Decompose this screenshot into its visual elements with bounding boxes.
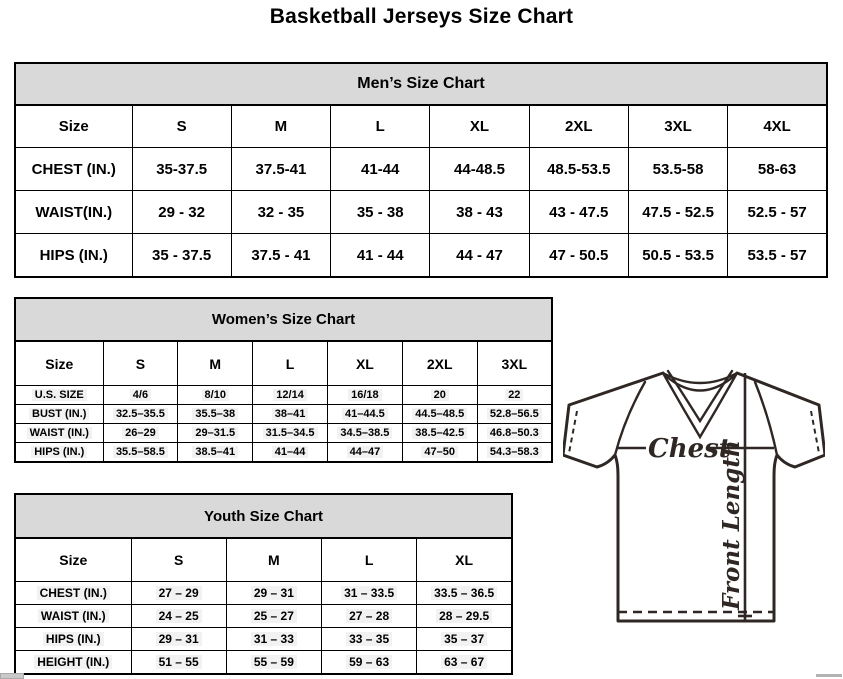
value-cell: 32 - 35	[231, 191, 330, 234]
value-cell: 53.5 - 57	[728, 234, 827, 278]
value-cell: 43 - 47.5	[529, 191, 628, 234]
column-header: 3XL	[628, 105, 727, 148]
value-cell: 35 – 37	[417, 628, 512, 651]
value-cell: 44-48.5	[430, 148, 529, 191]
row-label: U.S. SIZE	[15, 386, 103, 405]
row-label: HEIGHT (IN.)	[15, 651, 131, 675]
value-cell: 54.3–58.3	[477, 443, 552, 463]
table-row	[15, 424, 552, 443]
right-armhole-seam	[755, 382, 777, 455]
table-row	[15, 582, 512, 605]
value-cell: 32.5–35.5	[103, 405, 178, 424]
column-header: Size	[15, 105, 132, 148]
row-label: HIPS (IN.)	[15, 628, 131, 651]
value-cell: 55 – 59	[226, 651, 321, 675]
page-title: Basketball Jerseys Size Chart	[269, 5, 574, 28]
value-cell: 44 - 47	[430, 234, 529, 278]
row-label: HIPS (IN.)	[15, 443, 103, 463]
value-cell: 31 – 33	[226, 628, 321, 651]
value-cell: 53.5-58	[628, 148, 727, 191]
value-cell: 41–44.5	[327, 405, 402, 424]
table-row	[15, 651, 512, 675]
horizontal-scrollbar-thumb-right[interactable]	[816, 674, 842, 677]
row-label: CHEST (IN.)	[15, 582, 131, 605]
value-cell: 33 – 35	[322, 628, 417, 651]
value-cell: 41-44	[331, 148, 430, 191]
table-title: Youth Size Chart	[15, 494, 512, 538]
table-row	[15, 605, 512, 628]
value-cell: 47–50	[402, 443, 477, 463]
row-label: WAIST (IN.)	[15, 605, 131, 628]
value-cell: 35-37.5	[132, 148, 231, 191]
row-label: CHEST (IN.)	[15, 148, 132, 191]
column-header: 3XL	[477, 341, 552, 386]
column-header: L	[331, 105, 430, 148]
value-cell: 24 – 25	[131, 605, 226, 628]
table-row	[15, 148, 827, 191]
value-cell: 63 – 67	[417, 651, 512, 675]
table-row	[15, 234, 827, 278]
horizontal-scrollbar-thumb-left[interactable]	[0, 673, 24, 679]
value-cell: 35.5–38	[178, 405, 253, 424]
value-cell: 47 - 50.5	[529, 234, 628, 278]
column-header: XL	[327, 341, 402, 386]
value-cell: 12/14	[253, 386, 328, 405]
value-cell: 37.5 - 41	[231, 234, 330, 278]
value-cell: 48.5-53.5	[529, 148, 628, 191]
table-row	[15, 628, 512, 651]
value-cell: 38.5–42.5	[402, 424, 477, 443]
value-cell: 46.8–50.3	[477, 424, 552, 443]
table-row	[15, 443, 552, 463]
value-cell: 47.5 - 52.5	[628, 191, 727, 234]
value-cell: 41–44	[253, 443, 328, 463]
value-cell: 31 – 33.5	[322, 582, 417, 605]
value-cell: 34.5–38.5	[327, 424, 402, 443]
value-cell: 16/18	[327, 386, 402, 405]
value-cell: 50.5 - 53.5	[628, 234, 727, 278]
row-label: WAIST (IN.)	[15, 424, 103, 443]
column-header: 4XL	[728, 105, 827, 148]
value-cell: 29–31.5	[178, 424, 253, 443]
front-length-label: Front Length	[718, 440, 745, 610]
value-cell: 29 – 31	[226, 582, 321, 605]
value-cell: 41 - 44	[331, 234, 430, 278]
value-cell: 51 – 55	[131, 651, 226, 675]
value-cell: 38.5–41	[178, 443, 253, 463]
column-header: S	[131, 538, 226, 582]
value-cell: 35 - 37.5	[132, 234, 231, 278]
column-header: S	[103, 341, 178, 386]
column-header: Size	[15, 341, 103, 386]
column-header: XL	[417, 538, 512, 582]
value-cell: 35.5–58.5	[103, 443, 178, 463]
value-cell: 38 - 43	[430, 191, 529, 234]
column-header: L	[322, 538, 417, 582]
youth-size-chart-table	[14, 493, 513, 675]
value-cell: 28 – 29.5	[417, 605, 512, 628]
table-row	[15, 191, 827, 234]
value-cell: 38–41	[253, 405, 328, 424]
jersey-measurement-diagram	[563, 366, 825, 626]
chest-label: Chest	[648, 434, 731, 464]
row-label: WAIST(IN.)	[15, 191, 132, 234]
value-cell: 44.5–48.5	[402, 405, 477, 424]
value-cell: 20	[402, 386, 477, 405]
value-cell: 25 – 27	[226, 605, 321, 628]
value-cell: 4/6	[103, 386, 178, 405]
row-label: HIPS (IN.)	[15, 234, 132, 278]
column-header: 2XL	[402, 341, 477, 386]
value-cell: 35 - 38	[331, 191, 430, 234]
mens-size-chart-table	[14, 62, 828, 278]
column-header: M	[231, 105, 330, 148]
value-cell: 27 – 28	[322, 605, 417, 628]
table-title: Men’s Size Chart	[15, 63, 827, 105]
value-cell: 26–29	[103, 424, 178, 443]
value-cell: 52.5 - 57	[728, 191, 827, 234]
column-header: M	[178, 341, 253, 386]
table-row	[15, 405, 552, 424]
value-cell: 29 – 31	[131, 628, 226, 651]
value-cell: 31.5–34.5	[253, 424, 328, 443]
row-label: BUST (IN.)	[15, 405, 103, 424]
column-header: 2XL	[529, 105, 628, 148]
value-cell: 8/10	[178, 386, 253, 405]
value-cell: 22	[477, 386, 552, 405]
value-cell: 37.5-41	[231, 148, 330, 191]
value-cell: 58-63	[728, 148, 827, 191]
value-cell: 29 - 32	[132, 191, 231, 234]
value-cell: 44–47	[327, 443, 402, 463]
left-cuff-dashed-line	[569, 411, 577, 453]
value-cell: 27 – 29	[131, 582, 226, 605]
column-header: L	[253, 341, 328, 386]
right-cuff-dashed-line	[811, 411, 819, 453]
value-cell: 33.5 – 36.5	[417, 582, 512, 605]
table-row	[15, 386, 552, 405]
value-cell: 52.8–56.5	[477, 405, 552, 424]
value-cell: 59 – 63	[322, 651, 417, 675]
left-armhole-seam	[615, 382, 645, 455]
table-title: Women’s Size Chart	[15, 298, 552, 341]
column-header: M	[226, 538, 321, 582]
column-header: Size	[15, 538, 131, 582]
column-header: S	[132, 105, 231, 148]
column-header: XL	[430, 105, 529, 148]
womens-size-chart-table	[14, 297, 553, 463]
